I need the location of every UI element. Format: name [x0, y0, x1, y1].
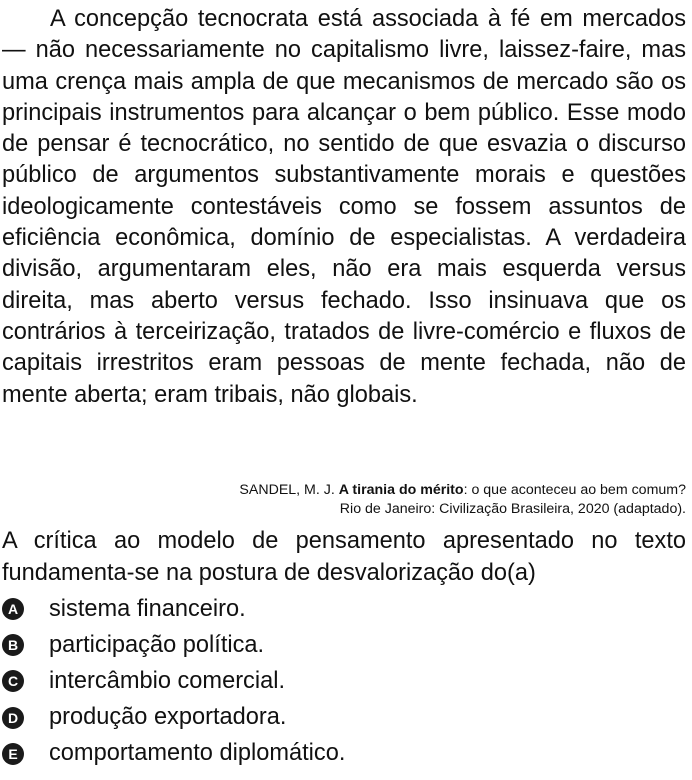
- option-e-text: comportamento diplomático.: [49, 740, 346, 767]
- passage-text: A concepção tecnocrata está associada à fé em mercados — não necessariamente no capitalismo livre, laissez-faire, mas uma crença mais ampla de que mecanismos de mercado são os principais instrumentos para alcançar o bem público. Esse modo de pensar é tecnocrático, no sentido de que esvazia o discurso público de argumentos substantivamente morais e questões ideologicamente contestáveis como se fossem assuntos de eficiência econômica, domínio de especialistas. A verdadeira divisão, argumentaram eles, não era mais esquerda versus direita, mas aberto versus fechado. Isso insinuava que os contrários à terceirização, tratados de livre-comércio e fluxos de capitais irrestritos eram pessoas de mente fechada, não de mente aberta; eram tribais, não globais.: [2, 6, 686, 408]
- option-a-letter-icon: A: [2, 598, 24, 620]
- option-b-letter-icon: B: [2, 634, 24, 656]
- option-c-text: intercâmbio comercial.: [49, 667, 286, 694]
- option-c[interactable]: [2, 663, 686, 699]
- option-d-text: produção exportadora.: [49, 704, 287, 731]
- citation-line-1: [0, 481, 686, 500]
- option-e-letter-icon: E: [2, 743, 24, 765]
- option-b-text: participação política.: [49, 631, 265, 658]
- option-d-letter-icon: D: [2, 707, 24, 729]
- option-b[interactable]: [2, 627, 686, 663]
- option-d[interactable]: [2, 700, 686, 736]
- option-a[interactable]: [2, 591, 686, 627]
- option-a-text: sistema financeiro.: [49, 595, 246, 622]
- question-stem: A crítica ao modelo de pensamento apresentado no texto fundamenta-se na postura de desvalorização do(a): [2, 528, 686, 586]
- citation-author: SANDEL, M. J.: [239, 482, 335, 498]
- citation-subtitle: : o que aconteceu ao bem comum?: [463, 482, 686, 498]
- citation-publisher: Rio de Janeiro: Civilização Brasileira, 2020 (adaptado).: [339, 501, 686, 517]
- citation-title: A tirania do mérito: [338, 482, 464, 498]
- citation: [0, 481, 686, 519]
- option-c-letter-icon: C: [2, 670, 24, 692]
- option-e[interactable]: [2, 736, 686, 772]
- answer-options: [2, 591, 686, 772]
